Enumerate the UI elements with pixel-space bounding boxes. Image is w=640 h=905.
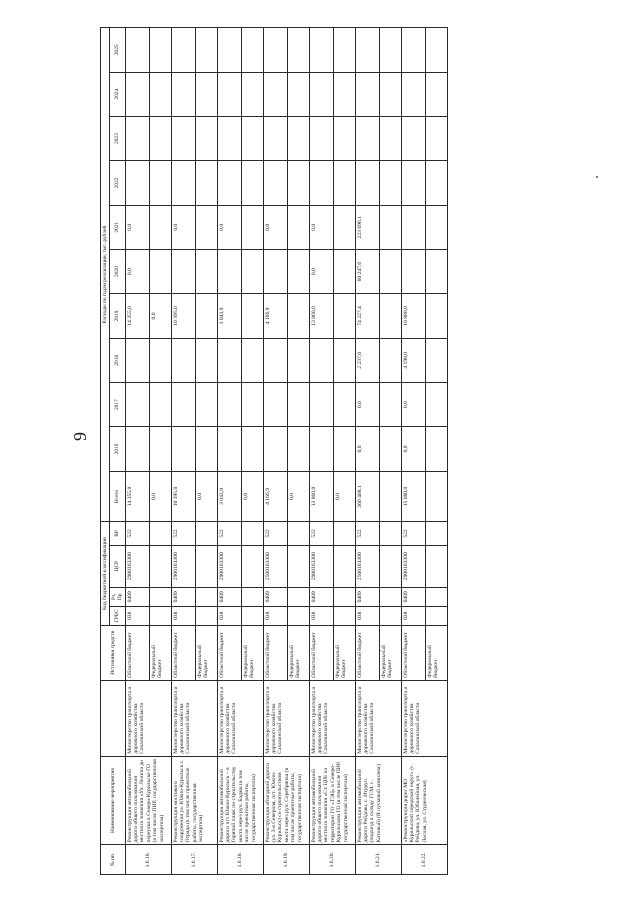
cell-y2018 (425, 338, 447, 382)
cell-empty (241, 116, 263, 160)
table-row (125, 28, 149, 875)
cell-total: 0,0 (333, 471, 355, 522)
header-executor (101, 680, 126, 756)
cell-empty (195, 28, 217, 73)
cell-y2020: 0,0 (125, 249, 149, 293)
table-row (263, 28, 287, 875)
cell-y2021 (333, 205, 355, 249)
funding-source: Федеральный бюджет (149, 625, 171, 680)
cell-y2016 (125, 427, 149, 471)
cell-csr (149, 545, 171, 587)
cell-y2016 (309, 427, 333, 471)
cell-y2017 (217, 382, 241, 426)
header-year: 2016 (110, 427, 125, 471)
cell-rzpr: 0409 (263, 587, 287, 606)
cell-y2018 (309, 338, 333, 382)
cell-csr (379, 545, 401, 587)
cell-y2020 (287, 249, 309, 293)
table-body (125, 28, 447, 875)
cell-empty (125, 116, 149, 160)
cell-rzpr (287, 587, 309, 606)
table-row (217, 28, 241, 875)
cell-y2020 (241, 249, 263, 293)
row-number: 1.6.22. (401, 845, 447, 875)
cell-empty (355, 161, 379, 205)
cell-grbs: 038 (217, 606, 241, 625)
cell-vr: 522 (355, 522, 379, 545)
cell-empty (171, 116, 195, 160)
measure-name: Реконструкция автомобильной дороги пгт Южно-Курильск – в Горячий пляж по строительству моста через руч. Бадаш (в том числе проектные работы, государственная экспертиза) (217, 756, 263, 845)
cell-y2021 (401, 205, 425, 249)
cell-y2019: 0,0 (149, 294, 171, 338)
cell-y2019 (195, 294, 217, 338)
cell-vr (379, 522, 401, 545)
measure-name: «Реконструкция дорог МО Курильский городской округ» (с. Рейдово, ул. Юбилейная, ул. Лесная, ул. Студенческая) (401, 756, 447, 845)
cell-y2017 (125, 382, 149, 426)
cell-vr: 522 (309, 522, 333, 545)
cell-grbs: 038 (309, 606, 333, 625)
executor: Министерство транспорта и дорожного хозяйства Сахалинской области (355, 680, 401, 756)
row-number: 1.6.18. (217, 845, 263, 875)
scan-speck (596, 176, 598, 178)
cell-total: 0,0 (195, 471, 217, 522)
header-kbk: Код бюджетной классификации (101, 522, 110, 625)
cell-csr: 2900163300 (171, 545, 195, 587)
funding-source: Областной бюджет (125, 625, 149, 680)
cell-empty (263, 28, 287, 73)
cell-empty (309, 161, 333, 205)
cell-empty (287, 72, 309, 116)
cell-y2016 (171, 427, 195, 471)
header-num: № пп. (101, 845, 126, 875)
cell-y2016 (263, 427, 287, 471)
table-row (309, 28, 333, 875)
cell-y2018 (125, 338, 149, 382)
cell-y2020 (379, 249, 401, 293)
cell-y2021 (425, 205, 447, 249)
table-row (355, 28, 379, 875)
cell-y2021 (195, 205, 217, 249)
row-number: 1.6.17. (171, 845, 217, 875)
cell-empty (125, 161, 149, 205)
cell-total: 4 166,9 (263, 471, 287, 522)
cell-csr (425, 545, 447, 587)
cell-grbs: 038 (171, 606, 195, 625)
cell-y2020 (171, 249, 195, 293)
cell-total: 10 395,0 (171, 471, 195, 522)
cell-csr (241, 545, 263, 587)
page-number: 9 (70, 432, 90, 441)
cell-y2021 (287, 205, 309, 249)
header-source: Источники средств (101, 625, 126, 680)
cell-empty (149, 28, 171, 73)
funding-source: Федеральный бюджет (195, 625, 217, 680)
cell-empty (125, 28, 149, 73)
cell-y2018 (379, 338, 401, 382)
cell-rzpr: 0409 (401, 587, 425, 606)
cell-empty (241, 28, 263, 73)
cell-rzpr (241, 587, 263, 606)
cell-y2019: 74 227,4 (355, 294, 379, 338)
cell-empty (217, 116, 241, 160)
cell-y2017: 0,0 (401, 382, 425, 426)
cell-grbs (149, 606, 171, 625)
header-year: 2018 (110, 338, 125, 382)
cell-y2021: 0,0 (309, 205, 333, 249)
cell-empty (217, 161, 241, 205)
cell-y2017 (195, 382, 217, 426)
cell-y2019 (241, 294, 263, 338)
cell-y2020 (401, 249, 425, 293)
cell-y2017: 0,0 (355, 382, 379, 426)
cell-y2017 (263, 382, 287, 426)
cell-empty (125, 72, 149, 116)
cell-csr (287, 545, 309, 587)
cell-y2021: 0,0 (125, 205, 149, 249)
cell-y2020 (217, 249, 241, 293)
funding-source: Федеральный бюджет (241, 625, 263, 680)
cell-grbs: 038 (263, 606, 287, 625)
header-year: 2022 (110, 161, 125, 205)
executor: Министерство транспорта и дорожного хозяйства Сахалинской области (171, 680, 217, 756)
cell-y2019: 4 166,9 (263, 294, 287, 338)
cell-y2019: 14 355,0 (125, 294, 149, 338)
cell-y2019: 10 880,0 (401, 294, 425, 338)
measure-name: Реконструкция автомобильной дороги общего пользования местного значения «Ст. ЦРБ на территории ГО «ТЭЦ» в Северо-Курильском ГО (в том числе ПИР, государственная экспертиза) (309, 756, 355, 845)
cell-y2020: 60 247,6 (355, 249, 379, 293)
funding-source: Федеральный бюджет (333, 625, 355, 680)
cell-empty (309, 116, 333, 160)
cell-y2016 (217, 427, 241, 471)
row-number: 1.6.20. (309, 845, 355, 875)
cell-total: 3 043,9 (217, 471, 241, 522)
cell-y2017 (333, 382, 355, 426)
cell-y2019: 3 043,9 (217, 294, 241, 338)
cell-csr: 2500163300 (355, 545, 379, 587)
cell-rzpr: 0409 (171, 587, 195, 606)
cell-y2016 (379, 427, 401, 471)
cell-empty (333, 161, 355, 205)
cell-y2018 (241, 338, 263, 382)
cell-y2018 (333, 338, 355, 382)
cell-csr: 2900163300 (217, 545, 241, 587)
cell-total: 0,0 (287, 471, 309, 522)
cell-vr: 522 (401, 522, 425, 545)
cell-empty (355, 72, 379, 116)
cell-grbs (379, 606, 401, 625)
cell-y2020 (263, 249, 287, 293)
cell-empty (425, 72, 447, 116)
cell-empty (171, 161, 195, 205)
cell-empty (241, 161, 263, 205)
cell-csr (333, 545, 355, 587)
cell-y2017 (149, 382, 171, 426)
cell-y2018 (287, 338, 309, 382)
cell-empty (309, 72, 333, 116)
cell-empty (263, 72, 287, 116)
cell-y2017 (287, 382, 309, 426)
cell-y2017 (241, 382, 263, 426)
header-year: 2020 (110, 249, 125, 293)
cell-empty (241, 72, 263, 116)
header-year: 2025 (110, 28, 125, 73)
cell-empty (401, 116, 425, 160)
header-year: 2019 (110, 294, 125, 338)
cell-total: 0,0 (149, 471, 171, 522)
cell-empty (355, 116, 379, 160)
cell-y2018: 2 237,0 (355, 338, 379, 382)
cell-rzpr (195, 587, 217, 606)
header-year: 2023 (110, 116, 125, 160)
funding-source: Областной бюджет (309, 625, 333, 680)
cell-empty (287, 116, 309, 160)
cell-vr (333, 522, 355, 545)
row-number: 1.6.21. (355, 845, 401, 875)
cell-total: 360 408,1 (355, 471, 379, 522)
cell-empty (217, 28, 241, 73)
cell-y2020 (425, 249, 447, 293)
table-row (401, 28, 425, 875)
cell-grbs (241, 606, 263, 625)
header-rzpr: Рз, Пр (110, 587, 125, 606)
cell-empty (333, 72, 355, 116)
executor: Министерство транспорта и дорожного хозяйства Сахалинской области (401, 680, 447, 756)
cell-total (379, 471, 401, 522)
cell-empty (401, 28, 425, 73)
executor: Министерство транспорта и дорожного хозяйства Сахалинской области (263, 680, 309, 756)
cell-empty (401, 161, 425, 205)
header-name: Наименование мероприятия (101, 756, 126, 845)
cell-empty (379, 161, 401, 205)
cell-empty (355, 28, 379, 73)
cell-y2016 (287, 427, 309, 471)
cell-y2021 (379, 205, 401, 249)
cell-total: 14 355,0 (125, 471, 149, 522)
cell-empty (149, 161, 171, 205)
cell-y2021: 0,0 (171, 205, 195, 249)
cell-empty (171, 72, 195, 116)
cell-empty (379, 116, 401, 160)
funding-source: Областной бюджет (263, 625, 287, 680)
cell-y2019 (333, 294, 355, 338)
measure-name: Реконструкция автомобильной дороги общего пользования местного значения «Ул. Ленина до переулка в Северо-Курильске ГО (в том числе ПИР, государственная экспертиза) (125, 756, 171, 845)
cell-y2019: 10 395,0 (171, 294, 195, 338)
cell-y2017 (379, 382, 401, 426)
cell-y2016 (425, 427, 447, 471)
budget-table (100, 27, 448, 875)
executor: Министерство транспорта и дорожного хозяйства Сахалинской области (309, 680, 355, 756)
cell-empty (425, 28, 447, 73)
table-header (101, 28, 126, 875)
cell-empty (333, 28, 355, 73)
funding-source: Областной бюджет (355, 625, 379, 680)
cell-total: 15 080,0 (401, 471, 425, 522)
cell-vr (425, 522, 447, 545)
cell-empty (333, 116, 355, 160)
cell-y2017 (171, 382, 195, 426)
cell-y2016 (333, 427, 355, 471)
cell-y2020 (195, 249, 217, 293)
cell-rzpr: 0409 (217, 587, 241, 606)
cell-empty (195, 161, 217, 205)
cell-rzpr: 0409 (355, 587, 379, 606)
cell-vr (241, 522, 263, 545)
cell-y2021: 0,0 (263, 205, 287, 249)
executor: Министерство транспорта и дорожного хозяйства Сахалинской области (217, 680, 263, 756)
cell-vr: 522 (217, 522, 241, 545)
cell-y2018: 4 198,0 (401, 338, 425, 382)
cell-total (425, 471, 447, 522)
cell-y2018 (149, 338, 171, 382)
cell-empty (149, 116, 171, 160)
cell-vr: 522 (125, 522, 149, 545)
cell-vr (149, 522, 171, 545)
funding-source: Областной бюджет (401, 625, 425, 680)
funding-source: Федеральный бюджет (287, 625, 309, 680)
scan-speck (380, 650, 381, 651)
cell-y2017 (309, 382, 333, 426)
cell-empty (309, 28, 333, 73)
cell-y2016 (149, 427, 171, 471)
cell-y2018 (217, 338, 241, 382)
cell-y2019: 13 860,0 (309, 294, 333, 338)
cell-csr: 2900163300 (401, 545, 425, 587)
cell-grbs (425, 606, 447, 625)
cell-empty (217, 72, 241, 116)
cell-y2021: 223 696,1 (355, 205, 379, 249)
measure-name: Реконструкция автомобильной дороги Рейдово, с. Итуруп (подъезд к складу ГСМ, с. Китовый) (II пусковой комплекс) (355, 756, 401, 845)
cell-total: 0,0 (241, 471, 263, 522)
cell-y2019 (379, 294, 401, 338)
cell-empty (263, 116, 287, 160)
cell-y2021 (241, 205, 263, 249)
cell-empty (287, 161, 309, 205)
cell-y2017 (425, 382, 447, 426)
cell-rzpr (149, 587, 171, 606)
cell-csr: 2900163300 (125, 545, 149, 587)
cell-y2020: 0,0 (309, 249, 333, 293)
cell-y2016 (241, 427, 263, 471)
cell-grbs (195, 606, 217, 625)
header-year: 2021 (110, 205, 125, 249)
cell-rzpr (379, 587, 401, 606)
funding-source: Федеральный бюджет (425, 625, 447, 680)
measure-name: Реконструкция мостового сооружения ул. Южно-Курильск с. Отрада (в том числе проектные работы, государственная экспертиза) (171, 756, 217, 845)
cell-vr (287, 522, 309, 545)
cell-grbs: 038 (355, 606, 379, 625)
row-number: 1.6.19. (263, 845, 309, 875)
funding-source: Областной бюджет (171, 625, 195, 680)
cell-y2019 (425, 294, 447, 338)
cell-y2018 (263, 338, 287, 382)
funding-source: Федеральный бюджет (379, 625, 401, 680)
cell-y2021 (149, 205, 171, 249)
cell-empty (263, 161, 287, 205)
header-year: 2024 (110, 72, 125, 116)
cell-grbs: 038 (125, 606, 149, 625)
header-total: Всего (110, 471, 125, 522)
cell-y2018 (195, 338, 217, 382)
cell-empty (401, 72, 425, 116)
cell-csr: 2500163300 (263, 545, 287, 587)
funding-source: Областной бюджет (217, 625, 241, 680)
cell-y2021: 0,0 (217, 205, 241, 249)
executor: Министерство транспорта и дорожного хозяйства Сахалинской области (125, 680, 171, 756)
cell-rzpr (425, 587, 447, 606)
cell-rzpr (333, 587, 355, 606)
cell-y2016: 0,0 (355, 427, 379, 471)
cell-empty (379, 28, 401, 73)
table-row (171, 28, 195, 875)
cell-empty (171, 28, 195, 73)
cell-empty (195, 116, 217, 160)
cell-empty (149, 72, 171, 116)
cell-vr (195, 522, 217, 545)
cell-y2019 (287, 294, 309, 338)
cell-empty (379, 72, 401, 116)
row-number: 1.6.16. (125, 845, 171, 875)
cell-rzpr: 0409 (309, 587, 333, 606)
cell-total: 13 860,0 (309, 471, 333, 522)
cell-empty (425, 161, 447, 205)
cell-y2018 (171, 338, 195, 382)
cell-y2016 (195, 427, 217, 471)
header-csr: ЦСР (110, 545, 125, 587)
cell-grbs (287, 606, 309, 625)
cell-y2020 (149, 249, 171, 293)
cell-empty (287, 28, 309, 73)
header-grbs: ГРБС (110, 606, 125, 625)
cell-grbs (333, 606, 355, 625)
cell-rzpr: 0409 (125, 587, 149, 606)
cell-vr: 522 (171, 522, 195, 545)
cell-y2020 (333, 249, 355, 293)
cell-vr: 522 (263, 522, 287, 545)
cell-empty (425, 116, 447, 160)
measure-name: Реконструкция объездной дороги (ул. 3-я Северная, пгт. Южно-Курильск) со строительством моста через руч. Серебрянка (в том числе проектные работы, государственная экспертиза) (263, 756, 309, 845)
cell-empty (195, 72, 217, 116)
cell-csr (195, 545, 217, 587)
cell-csr: 2900163300 (309, 545, 333, 587)
header-vr: ВР (110, 522, 125, 545)
cell-grbs: 038 (401, 606, 425, 625)
header-years: Расходы по годам реализации, тыс. рублей (101, 28, 110, 522)
cell-y2016: 0,0 (401, 427, 425, 471)
header-year: 2017 (110, 382, 125, 426)
